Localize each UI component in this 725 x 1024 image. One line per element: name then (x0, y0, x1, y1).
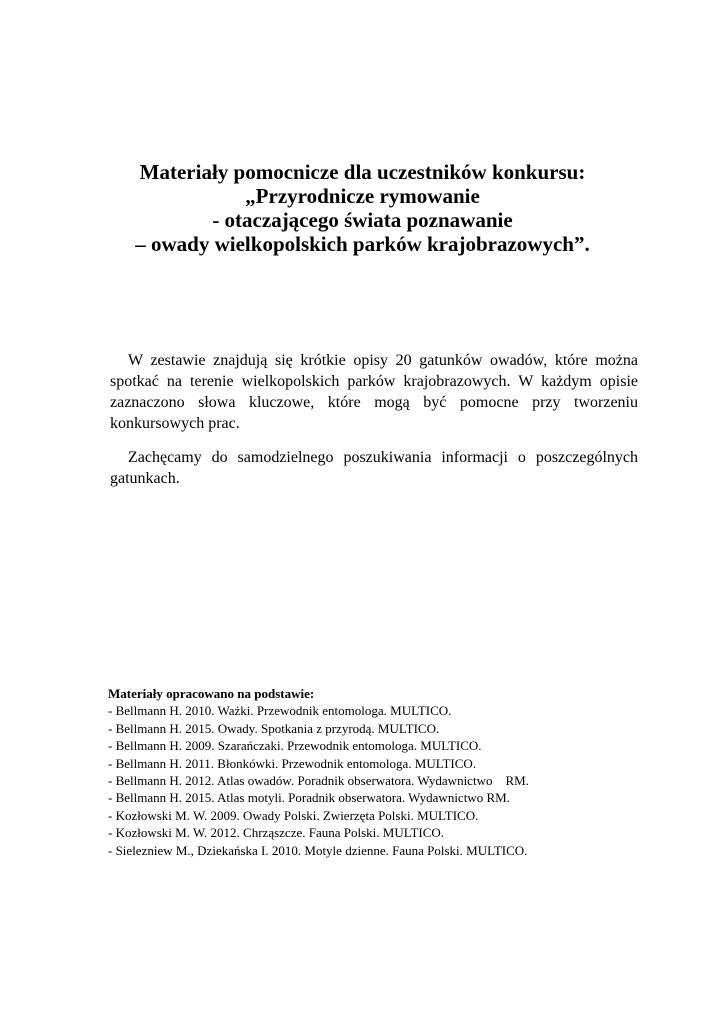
source-item: - Kozłowski M. W. 2009. Owady Polski. Zwierzęta Polski. MULTICO. (108, 807, 479, 823)
sources-heading: Materiały opracowano na podstawie: (108, 686, 315, 701)
title-line: - otaczającego świata poznawanie (212, 208, 513, 232)
source-item: - Bellmann H. 2010. Ważki. Przewodnik entomologa. MULTICO. (108, 703, 452, 719)
title-line: „Przyrodnicze rymowanie (245, 184, 480, 208)
document-title (0, 160, 725, 256)
title-line: – owady wielkopolskich parków krajobrazowych”. (135, 232, 590, 256)
source-item: - Bellmann H. 2015. Atlas motyli. Poradnik obserwatora. Wydawnictwo RM. (108, 790, 510, 806)
intro-paragraph: W zestawie znajdują się krótkie opisy 20 gatunków owadów, które można spotkać na terenie wielkopolskich parków krajobrazowych. W każdym opisie zaznaczono słowa kluczowe, które mogą być pomocne przy tworzeniu konkursowych prac. (110, 352, 638, 432)
title-line: Materiały pomocnicze dla uczestników konkursu: (139, 160, 586, 184)
source-item: - Bellmann H. 2009. Szarańczaki. Przewodnik entomologa. MULTICO. (108, 738, 482, 754)
source-item: - Bellmann H. 2012. Atlas owadów. Poradnik obserwatora. Wydawnictwo RM. (108, 773, 529, 789)
intro-paragraph: Zachęcamy do samodzielnego poszukiwania informacji o poszczególnych gatunkach. (110, 449, 638, 487)
source-item: - Bellmann H. 2011. Błonkówki. Przewodnik entomologa. MULTICO. (108, 755, 477, 771)
sources-list (108, 702, 648, 859)
source-item: - Bellmann H. 2015. Owady. Spotkania z przyrodą. MULTICO. (108, 720, 440, 736)
sources-section (108, 685, 648, 859)
source-item: - Kozłowski M. W. 2012. Chrząszcze. Fauna Polski. MULTICO. (108, 825, 445, 841)
source-item: - Sielezniew M., Dziekańska I. 2010. Motyle dzienne. Fauna Polski. MULTICO. (108, 842, 528, 858)
intro-text (110, 350, 638, 489)
